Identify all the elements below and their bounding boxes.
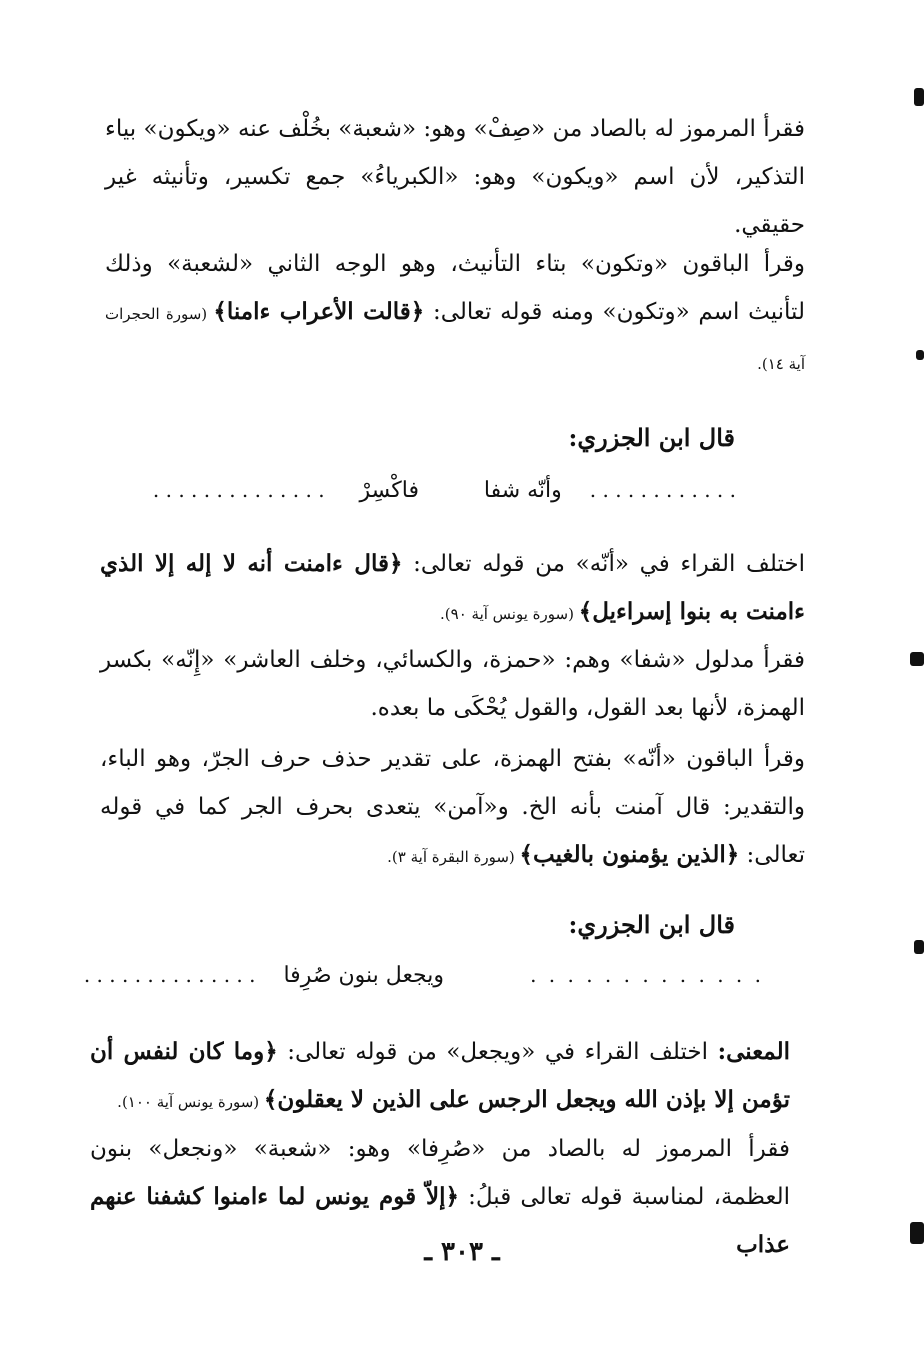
paragraph-text: فقرأ المرموز له بالصاد من «صِفْ» وهو: «شعبة» بخُلْف عنه «ويكون» بياء التذكير، لأن اسم «ويكون» وهو: «الكبرياءُ» جمع تكسير، وتأنيثه غير حقيقي. xyxy=(105,116,805,238)
quran-quote: ﴿قال ءامنت أنه لا إله إلا الذي ءامنت به بنوا إسراءيل﴾ xyxy=(100,550,805,625)
poem-line-2 xyxy=(530,955,764,996)
scan-mark xyxy=(914,940,924,954)
paragraph-text: فقرأ المرموز له بالصاد من «صُرِفا» وهو: «شعبة» «ونجعل» بنون العظمة، لمناسبة قوله تعالى قبلُ: xyxy=(90,1136,791,1210)
paragraph-text: اختلف القراء في «ويجعل» من قوله تعالى: xyxy=(277,1039,718,1065)
scan-mark xyxy=(910,1222,924,1244)
quran-quote: ﴿إلاّ قوم يونس لما ءامنوا كشفنا عنهم عذاب xyxy=(90,1183,790,1258)
paragraph-1 xyxy=(105,105,805,249)
poem-word: وأنّه شفا xyxy=(483,478,562,503)
verse-reference: (سورة الحجرات آية ١٤). xyxy=(105,305,805,373)
scan-mark xyxy=(914,88,924,106)
paragraph-text: اختلف القراء في «أنّه» من قوله تعالى: xyxy=(402,551,806,577)
section-heading-1 xyxy=(400,418,735,458)
paragraph-2 xyxy=(105,240,805,388)
verse-reference: (سورة البقرة آية ٣). xyxy=(387,848,520,866)
paragraph-text: فقرأ مدلول «شفا» وهم: «حمزة، والكسائي، وخلف العاشر» «إِنّه» بكسر الهمزة، لأنها بعد القول، والقول يُحْكَى ما بعده. xyxy=(100,647,805,721)
heading-text: قال ابن الجزري: xyxy=(568,910,735,939)
dots-right: . . . . . . . . . . . . xyxy=(589,478,736,502)
dots-left: . . . . . . . . . . . . . . xyxy=(152,478,325,502)
poem-word: فاكْسِرْ xyxy=(359,478,419,503)
quran-quote: ﴿الذين يؤمنون بالغيب﴾ xyxy=(519,841,740,868)
scan-mark xyxy=(916,350,924,360)
paragraph-text: وقرأ الباقون «أنّه» بفتح الهمزة، على تقدير حذف حرف الجرّ، وهو الباء، والتقدير: قال آمنت بأنه الخ. و«آمن» يتعدى بحرف الجر كما في قوله تعالى: xyxy=(100,746,805,868)
scan-mark xyxy=(910,652,924,666)
verse-reference: (سورة يونس آية ٩٠). xyxy=(440,605,579,623)
poem-line-1-hemistich xyxy=(153,470,419,511)
section-heading-2 xyxy=(400,905,735,945)
poem-word: ويجعل بنون صُرِفا xyxy=(283,963,444,988)
paragraph-5 xyxy=(100,735,805,881)
heading-text: قال ابن الجزري: xyxy=(568,423,735,452)
poem-line-1 xyxy=(484,470,736,511)
paragraph-text: وقرأ الباقون «وتكون» بتاء التأنيث، وهو الوجه الثاني «لشعبة» وذلك لتأنيث اسم «وتكون» ومنه قوله تعالى: xyxy=(105,251,805,325)
page-number: ـ ٣٠٣ ـ xyxy=(424,1237,500,1267)
verse-reference: (سورة يونس آية ١٠٠). xyxy=(117,1093,264,1111)
quran-quote: ﴿وما كان لنفس أن تؤمن إلا بإذن الله ويجعل الرجس على الذين لا يعقلون﴾ xyxy=(90,1038,790,1113)
poem-line-2-hemistich xyxy=(84,955,444,996)
quran-quote: ﴿قالت الأعراب ءامنا﴾ xyxy=(213,298,425,325)
paragraph-4 xyxy=(100,636,805,732)
dots-right: . . . . . . . . . . . . . xyxy=(530,963,764,987)
dots-left: . . . . . . . . . . . . . . xyxy=(83,963,256,987)
paragraph-3 xyxy=(100,540,805,638)
paragraph-lead: المعنى: xyxy=(717,1038,790,1065)
paragraph-6 xyxy=(90,1028,790,1126)
